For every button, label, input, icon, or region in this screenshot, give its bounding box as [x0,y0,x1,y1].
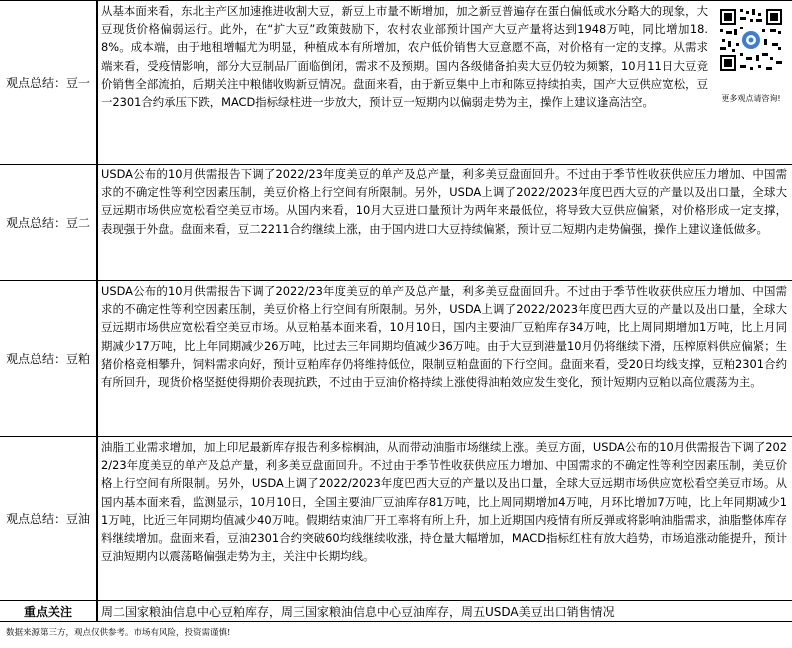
row-text: USDA公布的10月供需报告下调了2022/23年度美豆的单产及总产量，利多美豆盘面回升。不过由于季节性收获供应压力增加、中国需求的不确定性等利空因素压制，美豆价格上行空间有所限制。另外，USDA上调了2022/2023年度巴西大豆的产量以及出口量，全球大豆远期市场供应宽松看空美豆市场。从豆粕基本面来看，10月10日，国内主要油厂豆粕库存34万吨，比上周同期增加1万吨，比上月同期减少17万吨，比上年同期减少26万吨，比过去三年同期均值减少36万吨。由于大豆到港量10月仍将继续下滑，压榨原料供应偏紧；生猪价格竞相攀升，饲料需求向好，预计豆粕库存仍将维持低位，限制豆粕盘面的下行空间。盘面来看，受20日均线支撑，豆粕2301合约有所回升，现货价格坚挺使得期价表现抗跌，不过由于豆油价格持续上涨使得油粕效应发生变化，预计短期内豆粕以高位震荡为主。 [101,284,787,390]
row-soymeal [0,281,792,437]
row-text: USDA公布的10月供需报告下调了2022/23年度美豆的单产及总产量，利多美豆盘面回升。不过由于季节性收获供应压力增加、中国需求的不确定性等利空因素压制，美豆价格上行空间有所限制。另外，USDA上调了2022/2023年度巴西大豆的产量以及出口量，全球大豆远期市场供应宽松看空美豆市场。从国内来看，10月大豆进口量预计为两年来最低位，将导致大豆供应偏紧，对价格形成一定支撑，表现强于外盘。盘面来看，豆二2211合约继续上涨，由于国内进口大豆持续偏紧，预计豆二短期内走势偏强，操作上建议逢低做多。 [101,167,787,236]
row-label: 观点总结：豆粕 [5,352,90,366]
focus-text: 周二国家粮油信息中心豆粕库存，周三国家粮油信息中心豆油库存，周五USDA美豆出口销售情况 [101,605,615,619]
column-divider [96,164,98,280]
column-divider [96,601,98,621]
row-text: 从基本面来看，东北主产区加速推进收割大豆，新豆上市量不断增加，加之新豆普遍存在蛋白偏低或水分略大的现象，大豆现货价格偏弱运行。此外，在“扩大豆”政策鼓励下，农村农业部预计国产大豆产量将达到1948万吨，同比增加18.8%。成本端，由于地租增幅尤为明显，种植成本有所增加，农户低价销售大豆意愿不高，对价格有一定的支撑。从需求端来看，受疫情影响，部分大豆制品厂面临倒闭，需求不及预期。国内各级储备拍卖大豆仍较为频繁，10月11日大豆竞价销售全部流拍，后期关注中粮储收购新豆情况。盘面来看，由于新豆集中上市和陈豆持续拍卖，国产大豆供应宽松，豆一2301合约承压下跌，MACD指标绿柱进一步放大，预计豆一短期内以偏弱走势为主，操作上建议逢高沽空。 [101,4,708,110]
disclaimer-footer: 数据来源第三方，观点仅供参考。市场有风险，投资需谨慎! [6,628,231,638]
focus-label: 重点关注 [23,604,72,619]
row-label: 观点总结：豆油 [5,512,90,526]
column-divider [96,281,98,436]
row-text: 油脂工业需求增加，加上印尼最新库存报告利多棕榈油，从而带动油脂市场继续上涨。美豆方面，USDA公布的10月供需报告下调了2022/23年度美豆的单产及总产量，利多美豆盘面回升。不过由于季节性收获供应压力增加、中国需求的不确定性等利空因素压制，美豆价格上行空间有所限制。另外，USDA上调了2022/2023年度巴西大豆的产量以及出口量，全球大豆远期市场供应宽松看空美豆市场。从国内基本面来看，监测显示，10月10日，全国主要油厂豆油库存81万吨，比上周同期增加4万吨，月环比增加7万吨，比上年同期减少11万吨，比近三年同期均值减少40万吨。假期结束油厂开工率将有所上升，加上近期国内疫情有所反弹或将影响油脂需求，油脂整体库存料继续增加。盘面来看，豆油2301合约突破60均线继续收涨，持仓量大幅增加，MACD指标红柱有放大趋势，市场追涨动能提升，预计豆油短期内以震荡略偏强走势为主，关注中长期均线。 [101,440,787,564]
row-soyoil [0,437,792,601]
row-soybean-1 [0,0,792,165]
qr-code-icon [718,7,784,73]
row-soybean-2 [0,164,792,281]
row-label: 观点总结：豆一 [5,76,90,90]
row-key-focus [0,601,792,622]
row-label: 观点总结：豆二 [5,215,90,230]
column-divider [96,437,98,600]
column-divider [96,1,98,164]
qr-caption: 更多观点请咨询! [721,94,781,103]
